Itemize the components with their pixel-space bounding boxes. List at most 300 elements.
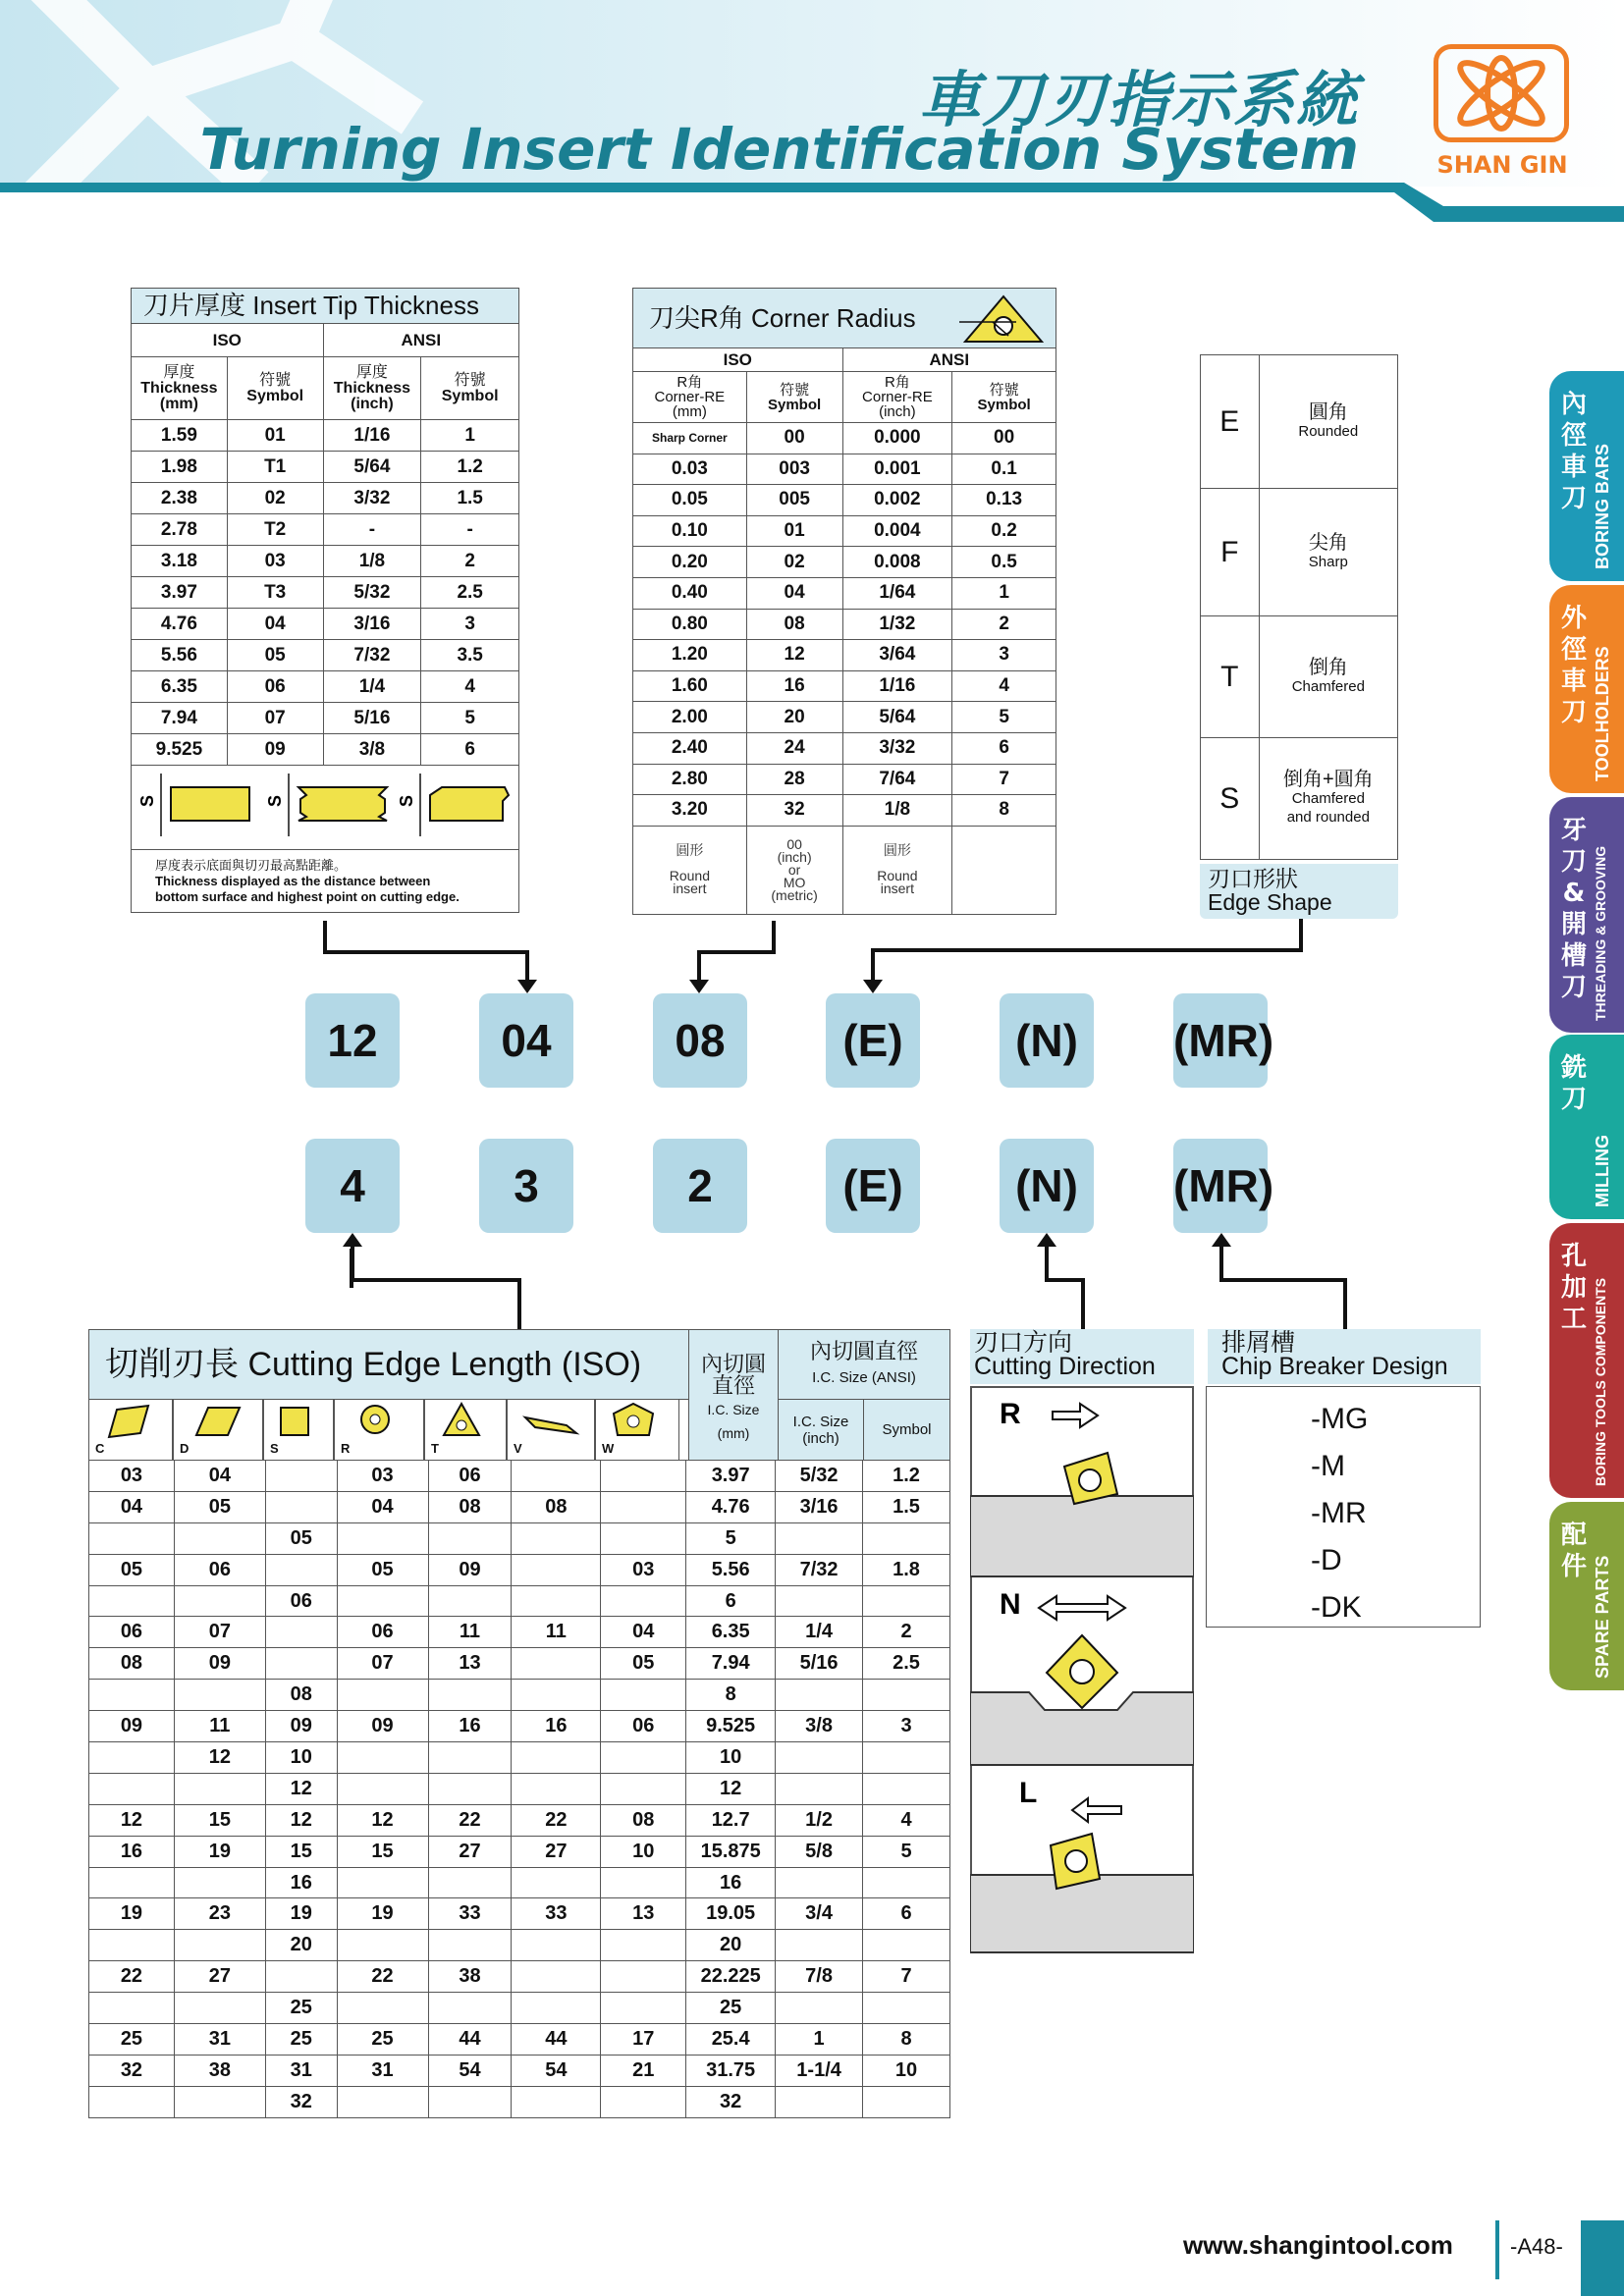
radius-cell: 0.004 xyxy=(842,515,952,547)
side-tab-label-en: THREADING & GROOVING xyxy=(1593,845,1608,1021)
cel-cell xyxy=(776,1773,863,1804)
cel-cell: 6 xyxy=(686,1585,776,1617)
side-tab[interactable] xyxy=(1549,371,1624,581)
radius-cell: 5 xyxy=(952,702,1056,733)
cel-cell xyxy=(863,1993,950,2024)
thickness-cell: 5 xyxy=(421,703,519,734)
thickness-cell: 5/32 xyxy=(323,577,421,609)
cel-cell: 04 xyxy=(337,1491,428,1522)
radius-cell: 0.001 xyxy=(842,454,952,485)
cel-cell xyxy=(776,1522,863,1554)
radius-cell: 2.80 xyxy=(633,764,747,795)
cel-cell: 1.5 xyxy=(863,1491,950,1522)
cel-cell: 05 xyxy=(337,1554,428,1585)
cel-cell: 25 xyxy=(265,1993,337,2024)
cel-cell xyxy=(601,1585,686,1617)
cel-row xyxy=(89,1648,950,1680)
cel-cell xyxy=(776,1742,863,1774)
thickness-cell: 5/16 xyxy=(323,703,421,734)
side-tab-label-en: BORING BARS xyxy=(1593,443,1612,569)
title-english: Turning Insert Identification System xyxy=(199,116,1359,183)
insert-shape-cell xyxy=(424,1399,507,1461)
cel-cell: 38 xyxy=(174,2055,265,2086)
insert-shape-letter: W xyxy=(602,1441,615,1456)
cel-cell: 1-1/4 xyxy=(776,2055,863,2086)
cel-cell: 1.2 xyxy=(863,1461,950,1492)
cel-cell xyxy=(174,1867,265,1898)
iso-code-box: 12 xyxy=(305,993,400,1088)
radius-cell: 04 xyxy=(746,577,842,609)
cel-cell: 16 xyxy=(89,1836,175,1867)
thickness-cell: 3/8 xyxy=(323,734,421,766)
cel-cell: 12 xyxy=(89,1804,175,1836)
cel-cell: 25 xyxy=(265,2024,337,2056)
thickness-cell: 1/4 xyxy=(323,671,421,703)
cel-cell: 06 xyxy=(601,1711,686,1742)
cel-cell: 12.7 xyxy=(686,1804,776,1836)
cel-cell xyxy=(512,1554,601,1585)
cel-cell: 8 xyxy=(686,1680,776,1711)
cel-cell xyxy=(776,1867,863,1898)
cel-cell xyxy=(428,2086,512,2117)
cel-cell: 06 xyxy=(337,1617,428,1648)
cel-cell xyxy=(601,1773,686,1804)
title-chinese: 車刀刃指示系統 xyxy=(918,64,1359,135)
cel-cell: 10 xyxy=(601,1836,686,1867)
breaker-list xyxy=(1206,1386,1481,1628)
cel-cell: 33 xyxy=(512,1898,601,1930)
radius-cell: 02 xyxy=(746,547,842,578)
insert-shape-cell xyxy=(173,1399,263,1461)
cel-ansi-subheader: Symbol xyxy=(863,1399,950,1461)
radius-cell: 1/64 xyxy=(842,577,952,609)
cel-cell: 09 xyxy=(428,1554,512,1585)
thickness-col-header: 厚度 Thickness (mm) xyxy=(132,357,228,420)
thickness-cell: 3.18 xyxy=(132,546,228,577)
cel-cell xyxy=(512,1930,601,1961)
cel-cell: 22.225 xyxy=(686,1961,776,1993)
thickness-cell: 1.5 xyxy=(421,483,519,514)
direction-title: 刃口方向 Cutting Direction xyxy=(970,1329,1194,1384)
side-tab-label-zh: 配件 xyxy=(1560,1521,1587,1581)
cel-cell: 6.35 xyxy=(686,1617,776,1648)
cel-cell xyxy=(89,1522,175,1554)
iso-code-box: (N) xyxy=(1000,993,1094,1088)
footer-website[interactable]: www.shangintool.com xyxy=(1183,2230,1453,2260)
cel-cell xyxy=(89,1680,175,1711)
cel-cell xyxy=(601,1930,686,1961)
cel-cell: 31 xyxy=(174,2024,265,2056)
cel-cell: 03 xyxy=(89,1461,175,1492)
breaker-item: -MG xyxy=(1311,1403,1369,1435)
radius-cell: 0.5 xyxy=(952,547,1056,578)
direction-label-l: L xyxy=(1019,1777,1038,1809)
cel-cell xyxy=(337,1680,428,1711)
thickness-cell: 2.38 xyxy=(132,483,228,514)
insert-shape-cell xyxy=(595,1399,679,1461)
cel-cell xyxy=(863,1585,950,1617)
edge-desc-en2: and rounded xyxy=(1286,809,1370,826)
cel-cell xyxy=(601,1461,686,1492)
radius-cell: 24 xyxy=(746,732,842,764)
thickness-cell: - xyxy=(421,514,519,546)
cel-row xyxy=(89,1617,950,1648)
cel-cell: 08 xyxy=(89,1648,175,1680)
radius-cell: 01 xyxy=(746,515,842,547)
cel-cell: 21 xyxy=(601,2055,686,2086)
thickness-cell: 3/32 xyxy=(323,483,421,514)
cel-cell: 19 xyxy=(337,1898,428,1930)
cel-cell xyxy=(89,1742,175,1774)
cel-cell xyxy=(601,1993,686,2024)
cel-cell: 12 xyxy=(174,1742,265,1774)
cel-cell xyxy=(863,1742,950,1774)
cel-cell: 09 xyxy=(265,1711,337,1742)
insert-shape-w-icon xyxy=(596,1400,678,1443)
cel-cell: 22 xyxy=(337,1961,428,1993)
cel-cell xyxy=(776,2086,863,2117)
cel-cell: 5/16 xyxy=(776,1648,863,1680)
cel-cell: 20 xyxy=(686,1930,776,1961)
cel-cell: 25 xyxy=(337,2024,428,2056)
cel-cell: 04 xyxy=(89,1491,175,1522)
insert-shape-letter: T xyxy=(431,1441,439,1456)
cel-cell xyxy=(174,1585,265,1617)
radius-mo-note: 00 (inch) or MO (metric) xyxy=(746,826,842,914)
insert-shape-c-icon xyxy=(89,1400,172,1443)
cel-cell xyxy=(512,1867,601,1898)
radius-cell: 3/32 xyxy=(842,732,952,764)
side-tab-label-en: SPARE PARTS xyxy=(1593,1555,1612,1679)
radius-cell: 0.80 xyxy=(633,609,747,640)
thickness-cell: 5.56 xyxy=(132,640,228,671)
edge-desc-en: Chamfered xyxy=(1291,790,1365,807)
thickness-cell: T3 xyxy=(227,577,323,609)
thickness-cell: 1.59 xyxy=(132,420,228,452)
radius-cell: 00 xyxy=(746,423,842,454)
cel-cell: 5/32 xyxy=(776,1461,863,1492)
cel-cell: 5/8 xyxy=(776,1836,863,1867)
cel-cell xyxy=(601,1961,686,1993)
cel-cell: 1 xyxy=(776,2024,863,2056)
cel-cell: 16 xyxy=(512,1711,601,1742)
radius-cell: 1/16 xyxy=(842,670,952,702)
radius-cell: 28 xyxy=(746,764,842,795)
cel-cell xyxy=(89,1585,175,1617)
direction-label-n: N xyxy=(1000,1588,1021,1621)
cel-cell: 27 xyxy=(428,1836,512,1867)
cel-cell xyxy=(428,1993,512,2024)
radius-cell: 1.60 xyxy=(633,670,747,702)
iso-code-box: (MR) xyxy=(1173,993,1268,1088)
cel-cell: 33 xyxy=(428,1898,512,1930)
side-tab[interactable] xyxy=(1549,797,1624,1033)
radius-iso-header: ISO xyxy=(633,348,843,372)
cel-row xyxy=(89,2024,950,2056)
cel-cell: 13 xyxy=(601,1898,686,1930)
breaker-item: -MR xyxy=(1311,1497,1367,1529)
cel-row xyxy=(89,1930,950,1961)
side-tab-label-zh: 牙刀&開槽刀 xyxy=(1560,816,1587,1002)
thickness-cell: 3/16 xyxy=(323,609,421,640)
cel-cell xyxy=(863,1522,950,1554)
cel-cell xyxy=(337,1867,428,1898)
cel-cell: 5 xyxy=(686,1522,776,1554)
svg-text:S: S xyxy=(397,794,416,807)
cel-cell: 22 xyxy=(89,1961,175,1993)
cel-cell: 03 xyxy=(601,1554,686,1585)
cel-cell xyxy=(776,1680,863,1711)
side-tab[interactable] xyxy=(1549,585,1624,793)
cel-cell: 05 xyxy=(89,1554,175,1585)
cel-cell: 23 xyxy=(174,1898,265,1930)
cel-cell xyxy=(776,1993,863,2024)
cel-cell: 12 xyxy=(686,1773,776,1804)
direction-label-r: R xyxy=(1000,1398,1021,1430)
insert-shape-letter: D xyxy=(180,1441,189,1456)
ansi-code-box: (MR) xyxy=(1173,1139,1268,1233)
cel-cell: 9.525 xyxy=(686,1711,776,1742)
radius-cell: 0.10 xyxy=(633,515,747,547)
cel-cell: 08 xyxy=(265,1680,337,1711)
side-tab-label-en: BORING TOOLS COMPONENTS xyxy=(1593,1277,1608,1486)
thickness-cell: 7.94 xyxy=(132,703,228,734)
cel-cell xyxy=(89,1993,175,2024)
cel-cell: 10 xyxy=(863,2055,950,2086)
insert-shape-letter: C xyxy=(95,1441,105,1456)
side-tab-label-en: MILLING xyxy=(1593,1135,1612,1207)
logo-text: SHAN GIN xyxy=(1436,151,1568,179)
radius-cell: 1 xyxy=(952,577,1056,609)
cel-cell: 7 xyxy=(863,1961,950,1993)
cel-cell xyxy=(174,1993,265,2024)
svg-text:S: S xyxy=(137,794,157,807)
cel-cell: 25 xyxy=(89,2024,175,2056)
cel-cell: 20 xyxy=(265,1930,337,1961)
cel-cell: 16 xyxy=(265,1867,337,1898)
side-tab[interactable] xyxy=(1549,1502,1624,1690)
thickness-cell: 1.98 xyxy=(132,452,228,483)
thickness-cell: 06 xyxy=(227,671,323,703)
thickness-cell: 2.5 xyxy=(421,577,519,609)
cel-cell: 05 xyxy=(265,1522,337,1554)
radius-cell: 0.13 xyxy=(952,485,1056,516)
radius-cell: 1/32 xyxy=(842,609,952,640)
thickness-cell: 01 xyxy=(227,420,323,452)
radius-cell: 7 xyxy=(952,764,1056,795)
radius-cell: 0.002 xyxy=(842,485,952,516)
cel-cell: 19 xyxy=(89,1898,175,1930)
thickness-cell: 1.2 xyxy=(421,452,519,483)
radius-cell: 4 xyxy=(952,670,1056,702)
cel-cell: 04 xyxy=(601,1617,686,1648)
cel-cell xyxy=(512,1961,601,1993)
cel-table xyxy=(88,1460,950,2118)
cel-cell xyxy=(265,1648,337,1680)
breaker-title: 排屑槽 Chip Breaker Design xyxy=(1208,1329,1481,1384)
cel-cell: 08 xyxy=(512,1491,601,1522)
cel-row xyxy=(89,1585,950,1617)
edge-desc-zh: 倒角 xyxy=(1308,656,1348,678)
cel-cell xyxy=(174,2086,265,2117)
insert-shape-t-icon xyxy=(425,1400,506,1443)
cel-cell: 27 xyxy=(512,1836,601,1867)
cel-cell: 13 xyxy=(428,1648,512,1680)
cel-cell xyxy=(863,1773,950,1804)
ansi-code-box: (N) xyxy=(1000,1139,1094,1233)
thickness-cell: 4.76 xyxy=(132,609,228,640)
thickness-note: 厚度表示底面與切刃最高點距離。 Thickness displayed as the distance between bottom surface and highest point on cutting edge. xyxy=(132,850,519,913)
thickness-cell: T1 xyxy=(227,452,323,483)
cel-cell: 10 xyxy=(265,1742,337,1774)
radius-cell: 0.008 xyxy=(842,547,952,578)
cel-cell: 32 xyxy=(89,2055,175,2086)
cel-cell xyxy=(265,1554,337,1585)
insert-shape-r-icon xyxy=(335,1400,423,1443)
cel-cell xyxy=(265,1491,337,1522)
radius-col-header: R角 Corner-RE (mm) xyxy=(633,372,747,423)
edge-desc-en: Chamfered xyxy=(1291,677,1365,695)
cel-cell xyxy=(512,1461,601,1492)
cel-cell: 27 xyxy=(174,1961,265,1993)
cel-cell xyxy=(337,1742,428,1774)
cel-cell xyxy=(337,1773,428,1804)
radius-title: 刀尖R角 Corner Radius xyxy=(632,288,1056,348)
cel-cell: 4 xyxy=(863,1804,950,1836)
cel-cell: 22 xyxy=(512,1804,601,1836)
cel-cell xyxy=(89,1773,175,1804)
cel-cell: 10 xyxy=(686,1742,776,1774)
cel-cell: 1/2 xyxy=(776,1804,863,1836)
cel-cell xyxy=(601,1867,686,1898)
cel-cell: 3/4 xyxy=(776,1898,863,1930)
cel-cell: 22 xyxy=(428,1804,512,1836)
radius-cell: 5/64 xyxy=(842,702,952,733)
cel-cell xyxy=(174,1680,265,1711)
radius-cell: Sharp Corner xyxy=(633,423,747,454)
cel-row xyxy=(89,2086,950,2117)
cel-cell xyxy=(512,1648,601,1680)
cel-cell xyxy=(428,1522,512,1554)
thickness-title: 刀片厚度 Insert Tip Thickness xyxy=(131,288,519,324)
cel-cell xyxy=(174,1522,265,1554)
page-number: -A48- xyxy=(1510,2234,1563,2259)
cel-ansi-subheader: I.C. Size (inch) xyxy=(778,1399,864,1461)
radius-col-header: R角 Corner-RE (inch) xyxy=(842,372,952,423)
thickness-cell: 9.525 xyxy=(132,734,228,766)
cel-cell xyxy=(601,2086,686,2117)
cel-cell xyxy=(512,1993,601,2024)
radius-cell: 0.1 xyxy=(952,454,1056,485)
radius-cell: 12 xyxy=(746,640,842,671)
cel-cell xyxy=(512,1742,601,1774)
edge-desc-zh: 倒角+圓角 xyxy=(1282,769,1374,790)
cel-cell xyxy=(428,1585,512,1617)
footer-divider xyxy=(1495,2220,1499,2279)
cel-row xyxy=(89,1961,950,1993)
cel-cell xyxy=(601,1680,686,1711)
cel-cell: 19 xyxy=(174,1836,265,1867)
cel-cell: 25.4 xyxy=(686,2024,776,2056)
cel-cell: 11 xyxy=(428,1617,512,1648)
thickness-col-header: 厚度 Thickness (inch) xyxy=(323,357,421,420)
thickness-cell: 4 xyxy=(421,671,519,703)
cel-title: 切削刃長 Cutting Edge Length (ISO) xyxy=(88,1329,689,1400)
cel-cell: 05 xyxy=(601,1648,686,1680)
radius-round-note: 圓形 Round insert xyxy=(633,826,747,914)
thickness-cell: 02 xyxy=(227,483,323,514)
cel-cell xyxy=(428,1773,512,1804)
radius-cell: 0.20 xyxy=(633,547,747,578)
ansi-code-box: 2 xyxy=(653,1139,747,1233)
insert-shape-s-icon xyxy=(264,1400,333,1443)
radius-cell: 3/64 xyxy=(842,640,952,671)
cel-cell xyxy=(512,1680,601,1711)
cel-cell: 54 xyxy=(512,2055,601,2086)
thickness-cell: 6.35 xyxy=(132,671,228,703)
ansi-code-box: 3 xyxy=(479,1139,573,1233)
cel-cell xyxy=(601,1522,686,1554)
cel-cell: 7/32 xyxy=(776,1554,863,1585)
radius-cell: 2.00 xyxy=(633,702,747,733)
cel-cell xyxy=(337,1585,428,1617)
cel-row xyxy=(89,1554,950,1585)
radius-cell: 7/64 xyxy=(842,764,952,795)
ansi-code-box: 4 xyxy=(305,1139,400,1233)
side-tab[interactable] xyxy=(1549,1223,1624,1498)
edge-code: T xyxy=(1201,616,1260,738)
cel-cell: 6 xyxy=(863,1898,950,1930)
cel-cell: 08 xyxy=(428,1491,512,1522)
cel-cell: 06 xyxy=(174,1554,265,1585)
cel-cell xyxy=(265,1961,337,1993)
side-tab[interactable] xyxy=(1549,1035,1624,1219)
cel-cell: 06 xyxy=(89,1617,175,1648)
radius-cell: 8 xyxy=(952,795,1056,827)
radius-cell: 2 xyxy=(952,609,1056,640)
radius-cell: 0.40 xyxy=(633,577,747,609)
cel-cell xyxy=(174,1930,265,1961)
cel-cell xyxy=(428,1680,512,1711)
cel-cell: 44 xyxy=(428,2024,512,2056)
cel-row xyxy=(89,1804,950,1836)
breaker-item: -DK xyxy=(1311,1591,1362,1624)
cel-cell xyxy=(89,1930,175,1961)
cel-cell: 17 xyxy=(601,2024,686,2056)
cel-cell xyxy=(776,1930,863,1961)
insert-shape-d-icon xyxy=(174,1400,262,1443)
cel-cell: 11 xyxy=(174,1711,265,1742)
edge-desc-en: Sharp xyxy=(1308,553,1348,570)
cel-row xyxy=(89,1867,950,1898)
cel-cell: 2 xyxy=(863,1617,950,1648)
cel-cell: 15 xyxy=(174,1804,265,1836)
cel-cell xyxy=(863,1867,950,1898)
cel-cell xyxy=(428,1742,512,1774)
cel-row xyxy=(89,1898,950,1930)
cel-cell: 16 xyxy=(686,1867,776,1898)
radius-cell: 003 xyxy=(746,454,842,485)
cutting-direction-diagram xyxy=(970,1386,1194,1953)
edge-shape-title: 刃口形狀 Edge Shape xyxy=(1200,864,1398,919)
cel-cell: 7/8 xyxy=(776,1961,863,1993)
cel-cell xyxy=(337,1522,428,1554)
cel-ansi-header: 內切圓直徑 I.C. Size (ANSI) xyxy=(778,1329,950,1400)
cel-cell: 15 xyxy=(337,1836,428,1867)
radius-cell: 0.000 xyxy=(842,423,952,454)
edge-code: E xyxy=(1201,355,1260,489)
thickness-cell: - xyxy=(323,514,421,546)
